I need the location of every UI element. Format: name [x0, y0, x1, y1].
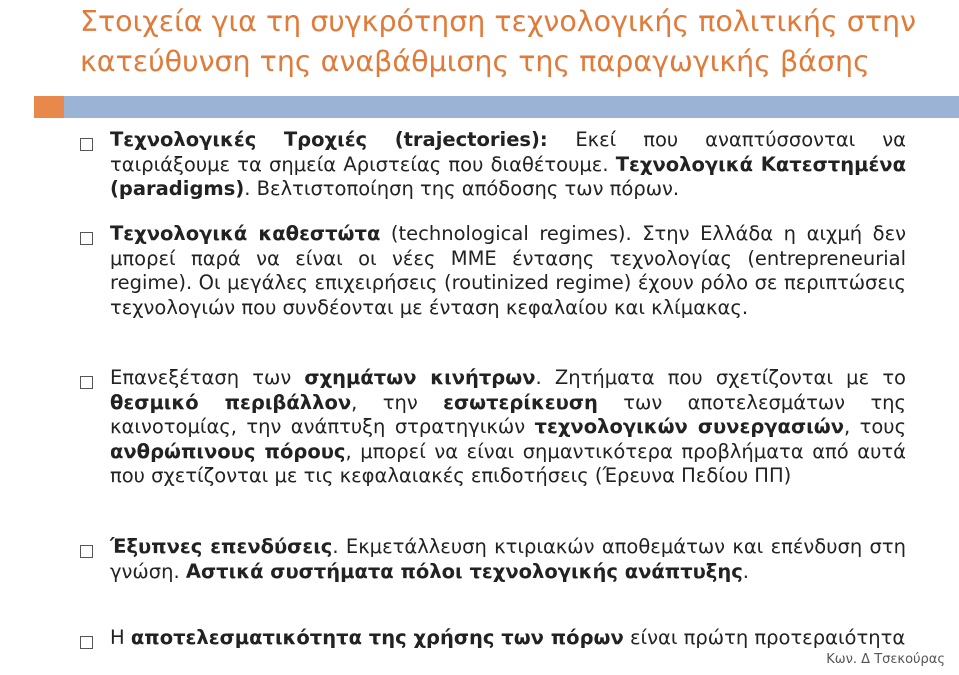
text-run: (technological regimes). Στην Ελλάδα η αιχμή δεν μπορεί παρά να είναι οι νέες ΜΜΕ έντασης τεχνολογίας (entrepreneurial regime). Οι μεγάλες επιχειρήσεις (routinized regime) έχουν ρόλο σε περιπτώσεις τεχνολογιών που συνδέονται με ένταση κεφαλαίου και κλίμακας. [110, 222, 906, 319]
bold-phrase: Τεχνολογικά καθεστώτα [110, 222, 381, 245]
title-accent-bar [34, 96, 64, 118]
bold-phrase: εσωτερίκευση [443, 390, 598, 414]
text-run: . Βελτιστοποίηση της απόδοσης των πόρων. [244, 177, 680, 200]
square-bullet-icon [80, 636, 93, 649]
text-run: Η [110, 626, 131, 649]
bullet-text [110, 128, 906, 202]
square-bullet-icon [80, 545, 93, 558]
text-run: . Ζητήματα που σχετίζονται με το [535, 366, 906, 389]
bold-phrase: ανθρώπινους πόρους [110, 439, 346, 463]
text-run: είναι πρώτη προτεραιότητα [623, 626, 906, 649]
slide-title: Στοιχεία για τη συγκρότηση τεχνολογικής πολιτικής στην κατεύθυνση της αναβάθμισης της παραγωγικής βάσης [80, 5, 916, 78]
text-run: . [742, 559, 749, 583]
bullet-text [110, 366, 906, 489]
bold-phrase: σχημάτων κινήτρων [304, 366, 536, 389]
title-divider-bar [64, 96, 959, 118]
text-run: , την [351, 390, 444, 414]
bold-phrase: Αστικά συστήματα πόλοι τεχνολογικής ανάπτυξης [185, 559, 743, 583]
square-bullet-icon [80, 376, 93, 389]
bold-phrase: Τεχνολογικές Τροχιές [110, 128, 368, 151]
text-run: . Εκμετάλλευση κτιριακών αποθεμάτων και επένδυση στη γνώση. [110, 535, 906, 583]
author-footer: Κων. Δ Τσεκούρας [826, 652, 945, 667]
bullet-text [110, 535, 906, 584]
bold-phrase: Έξυπνες επενδύσεις [110, 535, 333, 558]
text-run: Εκεί που αναπτύσσονται να ταιριάξουμε τα σημεία Αριστείας που διαθέτουμε. [110, 128, 906, 176]
bold-phrase: τεχνολογικών συνεργασιών [534, 415, 844, 438]
bold-phrase: αποτελεσματικότητα της χρήσης των πόρων [130, 626, 624, 649]
square-bullet-icon [80, 232, 93, 245]
bullet-text [110, 222, 906, 320]
text-run: , τους [843, 415, 907, 438]
square-bullet-icon [80, 138, 93, 151]
bullet-text [110, 626, 906, 651]
bold-phrase: Τεχνολογικά Κατεστημένα (paradigms) [110, 152, 906, 200]
text-run: Επανεξέταση των [110, 366, 305, 389]
text-run: των αποτελεσμάτων της καινοτομίας, την ανάπτυξη στρατηγικών [110, 390, 906, 438]
text-run: , μπορεί να είναι σημαντικότερα προβλήματα από αυτά που σχετίζονται με τις κεφαλαιακές επιδοτήσεις (Έρευνα Πεδίου ΠΠ) [110, 439, 907, 487]
bold-phrase: θεσμικό περιβάλλον [110, 390, 352, 414]
bold-phrase: (trajectories): [367, 128, 576, 151]
